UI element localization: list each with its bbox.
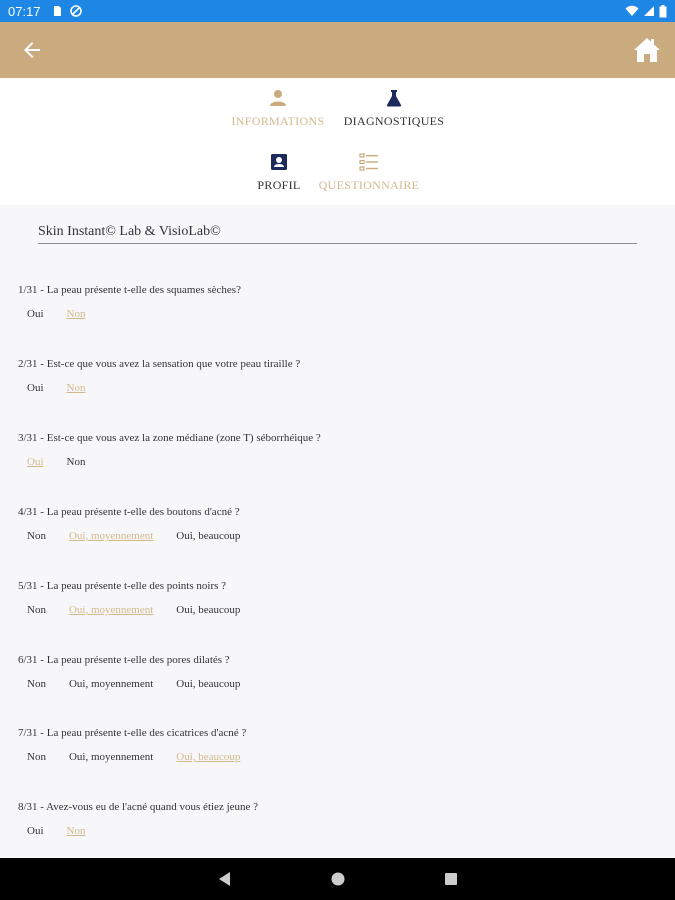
answer-option[interactable]: Oui bbox=[27, 825, 44, 837]
checklist-icon bbox=[359, 152, 379, 172]
answer-option[interactable]: Oui bbox=[27, 382, 44, 394]
app-bar bbox=[0, 22, 675, 78]
answer-option[interactable]: Oui, beaucoup bbox=[176, 751, 241, 763]
answer-option[interactable]: Oui, moyennement bbox=[68, 678, 154, 690]
signal-icon bbox=[643, 5, 655, 17]
system-nav-bar bbox=[0, 858, 675, 900]
answer-option[interactable]: Oui, moyennement bbox=[68, 530, 154, 542]
answer-option[interactable]: Non bbox=[27, 678, 46, 690]
answer-option[interactable]: Non bbox=[27, 751, 46, 763]
back-arrow-icon[interactable] bbox=[20, 38, 44, 62]
answer-option[interactable]: Oui, beaucoup bbox=[176, 530, 241, 542]
question-text: 6/31 - La peau présente t-elle des pores dilatés ? bbox=[18, 654, 230, 666]
answer-group bbox=[27, 604, 240, 616]
status-time: 07:17 bbox=[8, 3, 41, 19]
answer-group bbox=[27, 308, 85, 320]
answer-option[interactable]: Non bbox=[66, 308, 86, 320]
tab-diagnostiques[interactable] bbox=[344, 88, 444, 129]
answer-option[interactable]: Oui, moyennement bbox=[68, 751, 154, 763]
answer-group bbox=[27, 530, 240, 542]
question-text: 7/31 - La peau présente t-elle des cicatrices d'acné ? bbox=[18, 727, 247, 739]
answer-option[interactable]: Non bbox=[27, 604, 46, 616]
answer-option[interactable]: Oui bbox=[27, 456, 44, 468]
person-icon bbox=[268, 88, 288, 108]
home-icon[interactable] bbox=[632, 35, 662, 65]
question-text: 4/31 - La peau présente t-elle des boutons d'acné ? bbox=[18, 506, 240, 518]
wifi-icon bbox=[625, 5, 639, 17]
tab-profil[interactable] bbox=[258, 152, 300, 193]
battery-icon bbox=[659, 5, 667, 18]
answer-group bbox=[27, 382, 85, 394]
tab-questionnaire[interactable] bbox=[320, 152, 418, 193]
answer-option[interactable]: Non bbox=[66, 825, 86, 837]
tab-bar bbox=[0, 78, 675, 205]
answer-group bbox=[27, 751, 240, 763]
question-text: 2/31 - Est-ce que vous avez la sensation que votre peau tiraille ? bbox=[18, 358, 301, 370]
answer-option[interactable]: Oui, moyennement bbox=[68, 604, 154, 616]
section-title: Skin Instant© Lab & VisioLab© bbox=[38, 224, 221, 239]
sim-card-icon bbox=[51, 5, 63, 17]
profile-card-icon bbox=[269, 152, 289, 172]
flask-icon bbox=[384, 88, 404, 108]
tab-label: DIAGNOSTIQUES bbox=[343, 114, 445, 128]
question-text: 1/31 - La peau présente t-elle des squames sèches? bbox=[18, 284, 241, 296]
no-sync-icon bbox=[70, 5, 82, 17]
tab-label: INFORMATIONS bbox=[231, 114, 325, 128]
tab-label: QUESTIONNAIRE bbox=[318, 178, 420, 192]
answer-group bbox=[27, 825, 85, 837]
nav-back-icon[interactable] bbox=[217, 871, 233, 887]
nav-recents-icon[interactable] bbox=[443, 871, 459, 887]
tab-label: PROFIL bbox=[257, 178, 301, 192]
status-bar bbox=[0, 0, 675, 22]
nav-home-icon[interactable] bbox=[330, 871, 346, 887]
answer-option[interactable]: Oui, beaucoup bbox=[176, 604, 241, 616]
question-text: 3/31 - Est-ce que vous avez la zone médiane (zone T) séborrhéique ? bbox=[18, 432, 321, 444]
answer-option[interactable]: Oui bbox=[27, 308, 44, 320]
answer-group bbox=[27, 678, 240, 690]
question-text: 5/31 - La peau présente t-elle des points noirs ? bbox=[18, 580, 227, 592]
answer-option[interactable]: Non bbox=[27, 530, 46, 542]
question-text: 8/31 - Avez-vous eu de l'acné quand vous étiez jeune ? bbox=[18, 801, 259, 813]
section-title-field bbox=[38, 222, 637, 244]
answer-option[interactable]: Non bbox=[66, 456, 86, 468]
answer-option[interactable]: Oui, beaucoup bbox=[176, 678, 241, 690]
answer-option[interactable]: Non bbox=[66, 382, 86, 394]
tab-informations[interactable] bbox=[231, 88, 325, 129]
answer-group bbox=[27, 456, 85, 468]
